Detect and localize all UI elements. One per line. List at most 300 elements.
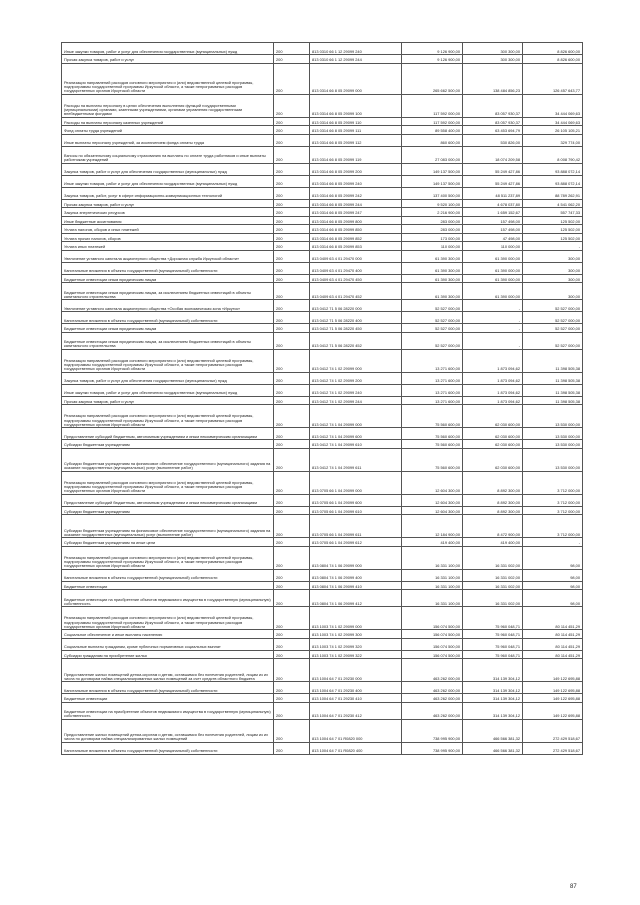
admin-code-cell: 200 [274, 43, 310, 55]
unexecuted-amount-cell: 11 398 505,38 [523, 384, 583, 396]
admin-code-cell: 200 [274, 250, 310, 262]
unexecuted-amount-cell: 98,00 [523, 546, 583, 569]
executed-amount-cell: 62 030 600,00 [463, 448, 523, 471]
executed-amount-cell: 83 057 930,37 [463, 94, 523, 117]
executed-amount-cell: 8 892 300,00 [463, 494, 523, 506]
expense-name-cell: Предоставление жилых помещений детям-сиротам и детям, оставшимся без попечения родителей, лицам из их числа по договорам найма специализированных жилых помещений [62, 719, 274, 742]
admin-code-cell: 200 [274, 448, 310, 471]
approved-amount-cell: 12 184 900,00 [402, 515, 463, 538]
admin-code-cell: 200 [274, 134, 310, 146]
table-row [62, 55, 583, 64]
budget-classification-code-cell: 813 0804 74 1 06 29099 000 [310, 546, 402, 569]
admin-code-cell: 200 [274, 312, 310, 324]
executed-amount-cell: 16 331 002,00 [463, 546, 523, 569]
expense-name-cell: Закупка товаров, работ и услуг для обеспечения государственных (муниципальных) нужд [62, 372, 274, 384]
expense-name-cell: Капитальные вложения в объекты государственной (муниципальной) собственности [62, 312, 274, 324]
expense-name-cell: Бюджетные инвестиции [62, 694, 274, 703]
unexecuted-amount-cell: 8 826 600,00 [523, 43, 583, 55]
executed-amount-cell: 61 390 000,00 [463, 283, 523, 300]
expense-name-cell: Расходы на выплаты персоналу в целях обеспечения выполнения функций государственными (муниципальными) органами, казенными учреждениями, органами управления государственными внебюджетными фондами [62, 94, 274, 117]
unexecuted-amount-cell: 149 122 695,88 [523, 659, 583, 682]
approved-amount-cell: 156 074 500,00 [402, 630, 463, 639]
budget-classification-code-cell: 813 0412 74 1 04 29099 600 [310, 428, 402, 440]
expense-name-cell: Иные закупки товаров, работ и услуг для обеспечения государственных (муниципальных) нужд [62, 384, 274, 396]
expense-name-cell: Капитальные вложения в объекты государственной (муниципальной) собственности [62, 569, 274, 581]
budget-classification-code-cell: 813 0314 66 8 05 29099 242 [310, 187, 402, 199]
executed-amount-cell: 55 249 427,86 [463, 175, 523, 187]
approved-amount-cell: 75 560 600,00 [402, 428, 463, 440]
admin-code-cell: 200 [274, 262, 310, 274]
admin-code-cell: 200 [274, 405, 310, 428]
unexecuted-amount-cell: 88 789 262,91 [523, 187, 583, 199]
table-row [62, 199, 583, 208]
approved-amount-cell: 117 592 000,00 [402, 94, 463, 117]
unexecuted-amount-cell: 52 527 000,00 [523, 312, 583, 324]
unexecuted-amount-cell: 80 114 451,29 [523, 630, 583, 639]
admin-code-cell: 200 [274, 300, 310, 312]
table-row [62, 471, 583, 494]
budget-classification-code-cell: 813 1003 74 1 02 29099 322 [310, 650, 402, 659]
budget-classification-code-cell: 813 1003 74 1 02 29099 300 [310, 630, 402, 639]
executed-amount-cell: 110 000,00 [463, 242, 523, 251]
expense-name-cell: Реализация направлений расходов основного мероприятия и (или) ведомственной целевой программы, подпрограммы государственной программы Иркутской области, а также непрограммных расходов государственных органов Иркутской области [62, 405, 274, 428]
executed-amount-cell: 157 498,00 [463, 225, 523, 234]
budget-classification-code-cell: 813 0314 66 8 05 29099 800 [310, 216, 402, 225]
unexecuted-amount-cell: 3 712 000,00 [523, 515, 583, 538]
unexecuted-amount-cell: 149 122 695,88 [523, 682, 583, 694]
budget-classification-code-cell: 813 0412 74 1 02 29099 240 [310, 384, 402, 396]
expense-name-cell: Предоставление субсидий бюджетным, автономным учреждениям и иным некоммерческим организациям [62, 494, 274, 506]
approved-amount-cell: 16 331 100,00 [402, 581, 463, 590]
table-row [62, 63, 583, 94]
budget-classification-code-cell: 813 0314 66 8 05 29099 000 [310, 63, 402, 94]
admin-code-cell: 200 [274, 638, 310, 650]
table-row [62, 332, 583, 349]
unexecuted-amount-cell: 13 530 000,00 [523, 405, 583, 428]
table-row [62, 694, 583, 703]
expense-name-cell: Субсидии бюджетным учреждениям на финансовое обеспечение государственного (муниципального) задания на оказание государственных (муниципальных) услуг (выполнение работ) [62, 515, 274, 538]
budget-classification-code-cell: 813 1004 64 7 01 29230 410 [310, 694, 402, 703]
budget-classification-code-cell: 813 0310 66 1 12 29099 244 [310, 55, 402, 64]
executed-amount-cell: 8 472 900,00 [463, 515, 523, 538]
table-row [62, 233, 583, 242]
unexecuted-amount-cell: 272 429 518,67 [523, 719, 583, 742]
table-row [62, 569, 583, 581]
budget-classification-code-cell: 813 0412 74 1 04 29099 610 [310, 440, 402, 449]
table-row [62, 607, 583, 630]
expense-name-cell: Бюджетные инвестиции на приобретение объектов недвижимого имущества в государственную (муниципальную) собственность [62, 702, 274, 719]
executed-amount-cell: 48 511 237,89 [463, 187, 523, 199]
executed-amount-cell: 8 892 300,00 [463, 471, 523, 494]
table-row [62, 515, 583, 538]
budget-classification-code-cell: 813 0705 66 1 04 29099 600 [310, 494, 402, 506]
admin-code-cell: 200 [274, 349, 310, 372]
table-body [62, 43, 583, 755]
table-row [62, 396, 583, 405]
unexecuted-amount-cell: 3 712 000,00 [523, 506, 583, 515]
table-row [62, 682, 583, 694]
table-row [62, 117, 583, 126]
budget-classification-code-cell: 813 1004 64 7 01 R0820 400 [310, 742, 402, 754]
executed-amount-cell: - [463, 312, 523, 324]
table-row [62, 126, 583, 135]
expense-name-cell: Субсидии бюджетным учреждениям на финансовое обеспечение государственного (муниципального) задания на оказание государственных (муниципальных) услуг (выполнение работ) [62, 448, 274, 471]
approved-amount-cell: 13 271 600,00 [402, 396, 463, 405]
unexecuted-amount-cell: 8 008 790,42 [523, 146, 583, 163]
budget-classification-code-cell: 813 0804 74 1 06 29099 412 [310, 590, 402, 607]
budget-classification-code-cell: 813 0310 66 1 12 29099 240 [310, 43, 402, 55]
admin-code-cell: 200 [274, 175, 310, 187]
budget-classification-code-cell: 813 0314 66 8 05 29099 240 [310, 175, 402, 187]
expense-name-cell: Уплата иных платежей [62, 242, 274, 251]
table-row [62, 428, 583, 440]
budget-classification-code-cell: 813 0705 66 1 04 29099 612 [310, 538, 402, 547]
table-row [62, 94, 583, 117]
expense-name-cell: Бюджетные инвестиции иным юридическим лицам [62, 324, 274, 333]
expense-name-cell: Расходы на выплаты персоналу казенных учреждений [62, 117, 274, 126]
executed-amount-cell: - [463, 332, 523, 349]
admin-code-cell: 200 [274, 494, 310, 506]
executed-amount-cell: 55 249 427,86 [463, 163, 523, 175]
table-row [62, 405, 583, 428]
admin-code-cell: 200 [274, 719, 310, 742]
executed-amount-cell: - [463, 300, 523, 312]
expense-name-cell: Иные бюджетные ассигнования [62, 216, 274, 225]
approved-amount-cell: 89 558 400,00 [402, 126, 463, 135]
executed-amount-cell: 75 960 048,71 [463, 650, 523, 659]
budget-classification-code-cell: 813 0412 71 5 06 28220 000 [310, 300, 402, 312]
executed-amount-cell: 61 390 000,00 [463, 274, 523, 283]
executed-amount-cell: 1 873 094,62 [463, 349, 523, 372]
unexecuted-amount-cell: 52 527 000,00 [523, 300, 583, 312]
unexecuted-amount-cell: 11 398 505,38 [523, 372, 583, 384]
approved-amount-cell: 75 560 600,00 [402, 440, 463, 449]
admin-code-cell: 200 [274, 146, 310, 163]
executed-amount-cell: 75 960 048,71 [463, 630, 523, 639]
expense-name-cell: Фонд оплаты труда учреждений [62, 126, 274, 135]
budget-table-container [61, 42, 582, 755]
admin-code-cell: 200 [274, 702, 310, 719]
approved-amount-cell: 738 995 900,00 [402, 742, 463, 754]
table-row [62, 283, 583, 300]
admin-code-cell: 200 [274, 274, 310, 283]
executed-amount-cell: 300 300,00 [463, 55, 523, 64]
expense-name-cell: Капитальные вложения в объекты государственной (муниципальной) собственности [62, 262, 274, 274]
expense-name-cell: Реализация направлений расходов основного мероприятия и (или) ведомственной целевой программы, подпрограммы государственной программы Иркутской области, а также непрограммных расходов государственных органов Иркутской области [62, 471, 274, 494]
budget-classification-code-cell: 813 0314 66 8 05 29099 112 [310, 134, 402, 146]
admin-code-cell: 200 [274, 94, 310, 117]
table-row [62, 274, 583, 283]
unexecuted-amount-cell: 11 398 505,38 [523, 396, 583, 405]
expense-name-cell: Прочая закупка товаров, работ и услуг [62, 55, 274, 64]
table-row [62, 175, 583, 187]
budget-classification-code-cell: 813 0412 74 1 02 29099 244 [310, 396, 402, 405]
table-row [62, 719, 583, 742]
table-row [62, 163, 583, 175]
expense-name-cell: Закупка энергетических ресурсов [62, 208, 274, 217]
expense-name-cell: Реализация направлений расходов основного мероприятия и (или) ведомственной целевой программы, подпрограммы государственной программы Иркутской области, а также непрограммных расходов государственных органов Иркутской области [62, 546, 274, 569]
unexecuted-amount-cell: 125 502,00 [523, 225, 583, 234]
expense-name-cell: Закупка товаров, работ и услуг для обеспечения государственных (муниципальных) нужд [62, 163, 274, 175]
approved-amount-cell: 75 560 600,00 [402, 448, 463, 471]
approved-amount-cell: 61 390 300,00 [402, 283, 463, 300]
budget-classification-code-cell: 813 1004 64 7 01 29230 412 [310, 702, 402, 719]
expense-name-cell: Реализация направлений расходов основного мероприятия и (или) ведомственной целевой программы, подпрограммы государственной программы Иркутской области, а также непрограммных расходов государственных органов Иркутской области [62, 607, 274, 630]
unexecuted-amount-cell: 98,00 [523, 569, 583, 581]
table-row [62, 349, 583, 372]
executed-amount-cell: 75 960 048,71 [463, 638, 523, 650]
budget-classification-code-cell: 813 0314 66 8 05 29099 853 [310, 242, 402, 251]
approved-amount-cell: 283 000,00 [402, 225, 463, 234]
table-row [62, 324, 583, 333]
executed-amount-cell: 1 873 094,62 [463, 396, 523, 405]
executed-amount-cell: 63 453 694,79 [463, 126, 523, 135]
budget-classification-code-cell: 813 0409 63 4 01 29470 000 [310, 250, 402, 262]
executed-amount-cell: 1 659 152,67 [463, 208, 523, 217]
table-row [62, 659, 583, 682]
executed-amount-cell: 419 400,00 [463, 538, 523, 547]
table-row [62, 581, 583, 590]
unexecuted-amount-cell: 34 444 069,63 [523, 117, 583, 126]
unexecuted-amount-cell: - [523, 538, 583, 547]
admin-code-cell: 200 [274, 384, 310, 396]
executed-amount-cell: 466 566 381,32 [463, 719, 523, 742]
admin-code-cell: 200 [274, 546, 310, 569]
expense-name-cell: Бюджетные инвестиции [62, 581, 274, 590]
approved-amount-cell: 265 662 500,00 [402, 63, 463, 94]
approved-amount-cell: 738 995 900,00 [402, 719, 463, 742]
unexecuted-amount-cell: 557 747,33 [523, 208, 583, 217]
expense-name-cell: Реализация направлений расходов основного мероприятия и (или) ведомственной целевой программы, подпрограммы государственной программы Иркутской области, а также непрограммных расходов государственных органов Иркутской области [62, 63, 274, 94]
executed-amount-cell: 314 139 304,12 [463, 702, 523, 719]
executed-amount-cell: 75 960 048,71 [463, 607, 523, 630]
unexecuted-amount-cell: 126 457 643,77 [523, 63, 583, 94]
admin-code-cell: 200 [274, 569, 310, 581]
expense-name-cell: Иные закупки товаров, работ и услуг для обеспечения государственных (муниципальных) нужд [62, 175, 274, 187]
budget-execution-table [61, 42, 583, 755]
admin-code-cell: 200 [274, 515, 310, 538]
expense-name-cell: Бюджетные инвестиции иным юридическим лицам [62, 274, 274, 283]
table-row [62, 242, 583, 251]
unexecuted-amount-cell: 98,00 [523, 590, 583, 607]
approved-amount-cell: 16 331 100,00 [402, 546, 463, 569]
admin-code-cell: 200 [274, 372, 310, 384]
unexecuted-amount-cell: 149 122 695,88 [523, 702, 583, 719]
approved-amount-cell: 463 262 000,00 [402, 694, 463, 703]
expense-name-cell: Капитальные вложения в объекты государственной (муниципальной) собственности [62, 682, 274, 694]
expense-name-cell: Закупка товаров, работ, услуг в сфере информационно-коммуникационных технологий [62, 187, 274, 199]
executed-amount-cell: 466 566 381,32 [463, 742, 523, 754]
admin-code-cell: 200 [274, 694, 310, 703]
approved-amount-cell: 12 604 300,00 [402, 506, 463, 515]
budget-classification-code-cell: 813 0705 66 1 04 29099 000 [310, 471, 402, 494]
table-row [62, 546, 583, 569]
executed-amount-cell: 300 300,00 [463, 43, 523, 55]
expense-name-cell: Социальные выплаты гражданам, кроме публичных нормативных социальных выплат [62, 638, 274, 650]
admin-code-cell: 200 [274, 233, 310, 242]
admin-code-cell: 200 [274, 396, 310, 405]
expense-name-cell: Прочая закупка товаров, работ и услуг [62, 396, 274, 405]
unexecuted-amount-cell: 13 530 000,00 [523, 428, 583, 440]
executed-amount-cell: 314 139 304,12 [463, 682, 523, 694]
expense-name-cell: Уплата прочих налогов, сборов [62, 233, 274, 242]
approved-amount-cell: 149 137 500,00 [402, 163, 463, 175]
executed-amount-cell: - [463, 324, 523, 333]
budget-classification-code-cell: 813 0412 71 5 06 28220 400 [310, 312, 402, 324]
unexecuted-amount-cell: 13 530 000,00 [523, 440, 583, 449]
table-row [62, 216, 583, 225]
unexecuted-amount-cell: 52 527 000,00 [523, 324, 583, 333]
approved-amount-cell: 860 600,00 [402, 134, 463, 146]
table-row [62, 650, 583, 659]
executed-amount-cell: 314 139 304,12 [463, 659, 523, 682]
expense-name-cell: Бюджетные инвестиции иным юридическим лицам, за исключением бюджетных инвестиций в объекты капитального строительства [62, 332, 274, 349]
approved-amount-cell: 9 126 900,00 [402, 55, 463, 64]
executed-amount-cell: 47 498,00 [463, 233, 523, 242]
budget-classification-code-cell: 813 0412 71 5 06 28220 452 [310, 332, 402, 349]
unexecuted-amount-cell: 80 114 451,29 [523, 650, 583, 659]
executed-amount-cell: 62 030 600,00 [463, 428, 523, 440]
admin-code-cell: 200 [274, 506, 310, 515]
executed-amount-cell: 61 390 000,00 [463, 262, 523, 274]
executed-amount-cell: 314 139 304,12 [463, 694, 523, 703]
approved-amount-cell: 463 262 000,00 [402, 659, 463, 682]
approved-amount-cell: 12 604 300,00 [402, 494, 463, 506]
unexecuted-amount-cell: 98,00 [523, 581, 583, 590]
budget-classification-code-cell: 813 0409 63 4 01 29470 400 [310, 262, 402, 274]
approved-amount-cell: 12 604 300,00 [402, 471, 463, 494]
budget-classification-code-cell: 813 0314 66 8 05 29099 100 [310, 94, 402, 117]
approved-amount-cell: 9 520 100,00 [402, 199, 463, 208]
unexecuted-amount-cell: 300,00 [523, 250, 583, 262]
expense-name-cell: Субсидии бюджетным учреждениям на иные цели [62, 538, 274, 547]
approved-amount-cell: 173 000,00 [402, 233, 463, 242]
expense-name-cell: Субсидии бюджетным учреждениям [62, 440, 274, 449]
admin-code-cell: 200 [274, 208, 310, 217]
executed-amount-cell: 18 074 209,58 [463, 146, 523, 163]
admin-code-cell: 200 [274, 283, 310, 300]
admin-code-cell: 200 [274, 581, 310, 590]
admin-code-cell: 200 [274, 590, 310, 607]
expense-name-cell: Капитальные вложения в объекты государственной (муниципальной) собственности [62, 742, 274, 754]
budget-classification-code-cell: 813 0705 66 1 04 29099 611 [310, 515, 402, 538]
approved-amount-cell: 2 216 900,00 [402, 208, 463, 217]
budget-classification-code-cell: 813 0314 66 8 05 29099 200 [310, 163, 402, 175]
admin-code-cell: 200 [274, 607, 310, 630]
admin-code-cell: 200 [274, 55, 310, 64]
approved-amount-cell: 61 390 300,00 [402, 262, 463, 274]
budget-classification-code-cell: 813 0412 74 1 04 29099 611 [310, 448, 402, 471]
approved-amount-cell: 149 137 500,00 [402, 175, 463, 187]
unexecuted-amount-cell: 300,00 [523, 283, 583, 300]
unexecuted-amount-cell: 125 502,00 [523, 216, 583, 225]
admin-code-cell: 200 [274, 682, 310, 694]
unexecuted-amount-cell: - [523, 242, 583, 251]
unexecuted-amount-cell: 149 122 695,88 [523, 694, 583, 703]
budget-classification-code-cell: 813 0412 74 1 02 29099 200 [310, 372, 402, 384]
admin-code-cell: 200 [274, 324, 310, 333]
table-row [62, 372, 583, 384]
table-row [62, 448, 583, 471]
admin-code-cell: 200 [274, 659, 310, 682]
executed-amount-cell: 61 390 000,00 [463, 250, 523, 262]
budget-classification-code-cell: 813 0804 74 1 06 29099 400 [310, 569, 402, 581]
budget-classification-code-cell: 813 0705 66 1 04 29099 610 [310, 506, 402, 515]
expense-name-cell: Реализация направлений расходов основного мероприятия и (или) ведомственной целевой программы, подпрограммы государственной программы Иркутской области, а также непрограммных расходов государственных органов Иркутской области [62, 349, 274, 372]
unexecuted-amount-cell: 93 888 072,14 [523, 163, 583, 175]
expense-name-cell: Иные закупки товаров, работ и услуг для обеспечения государственных (муниципальных) нужд [62, 43, 274, 55]
table-row [62, 742, 583, 754]
expense-name-cell: Увеличение уставного капитала акционерного общества «Дорожная служба Иркутской области» [62, 250, 274, 262]
admin-code-cell: 200 [274, 216, 310, 225]
executed-amount-cell: 83 057 930,37 [463, 117, 523, 126]
budget-classification-code-cell: 813 1004 64 7 01 R0820 000 [310, 719, 402, 742]
approved-amount-cell: 137 400 500,00 [402, 187, 463, 199]
admin-code-cell: 200 [274, 63, 310, 94]
page-number: 87 [570, 884, 577, 890]
budget-classification-code-cell: 813 0314 66 8 05 29099 110 [310, 117, 402, 126]
unexecuted-amount-cell: 329 774,00 [523, 134, 583, 146]
expense-name-cell: Субсидии бюджетным учреждениям [62, 506, 274, 515]
table-row [62, 440, 583, 449]
approved-amount-cell: 61 390 300,00 [402, 250, 463, 262]
executed-amount-cell: 530 826,00 [463, 134, 523, 146]
table-row [62, 590, 583, 607]
unexecuted-amount-cell: 93 888 072,14 [523, 175, 583, 187]
budget-classification-code-cell: 813 1003 74 1 02 29099 000 [310, 607, 402, 630]
approved-amount-cell: 13 271 600,00 [402, 349, 463, 372]
budget-classification-code-cell: 813 1004 64 7 01 29230 000 [310, 659, 402, 682]
expense-name-cell: Уплата налогов, сборов и иных платежей [62, 225, 274, 234]
table-row [62, 384, 583, 396]
approved-amount-cell: 16 331 100,00 [402, 569, 463, 581]
approved-amount-cell: 156 074 500,00 [402, 650, 463, 659]
budget-classification-code-cell: 813 0409 63 4 01 29470 452 [310, 283, 402, 300]
budget-classification-code-cell: 813 0314 66 8 05 29099 111 [310, 126, 402, 135]
approved-amount-cell: 13 271 600,00 [402, 384, 463, 396]
unexecuted-amount-cell: 80 114 451,29 [523, 607, 583, 630]
approved-amount-cell: 13 271 600,00 [402, 372, 463, 384]
admin-code-cell: 200 [274, 199, 310, 208]
expense-name-cell: Бюджетные инвестиции на приобретение объектов недвижимого имущества в государственную (муниципальную) собственность [62, 590, 274, 607]
budget-classification-code-cell: 813 0314 66 8 05 29099 244 [310, 199, 402, 208]
unexecuted-amount-cell: 80 114 451,29 [523, 638, 583, 650]
expense-name-cell: Предоставление жилых помещений детям-сиротам и детям, оставшимся без попечения родителей, лицам из их числа по договорам найма специализированных жилых помещений за счет средств областного бюджета [62, 659, 274, 682]
executed-amount-cell: 138 484 856,23 [463, 63, 523, 94]
admin-code-cell: 200 [274, 650, 310, 659]
executed-amount-cell: 8 892 300,00 [463, 506, 523, 515]
expense-name-cell: Прочая закупка товаров, работ и услуг [62, 199, 274, 208]
executed-amount-cell: 157 498,00 [463, 216, 523, 225]
table-row [62, 262, 583, 274]
budget-classification-code-cell: 813 0314 66 8 05 29099 850 [310, 225, 402, 234]
approved-amount-cell: 27 083 000,00 [402, 146, 463, 163]
unexecuted-amount-cell: 8 826 600,00 [523, 55, 583, 64]
unexecuted-amount-cell: 3 712 000,00 [523, 471, 583, 494]
budget-classification-code-cell: 813 0412 74 1 04 29099 000 [310, 405, 402, 428]
executed-amount-cell: 62 030 600,00 [463, 440, 523, 449]
approved-amount-cell: 117 592 000,00 [402, 117, 463, 126]
table-row [62, 638, 583, 650]
budget-classification-code-cell: 813 0804 74 1 06 29099 410 [310, 581, 402, 590]
budget-classification-code-cell: 813 0314 66 8 05 29099 247 [310, 208, 402, 217]
table-row [62, 187, 583, 199]
approved-amount-cell: 156 074 500,00 [402, 607, 463, 630]
admin-code-cell: 200 [274, 126, 310, 135]
admin-code-cell: 200 [274, 163, 310, 175]
unexecuted-amount-cell: 26 105 105,21 [523, 126, 583, 135]
expense-name-cell: Взносы по обязательному социальному страхованию на выплаты по оплате труда работников и иные выплаты работникам учреждений [62, 146, 274, 163]
